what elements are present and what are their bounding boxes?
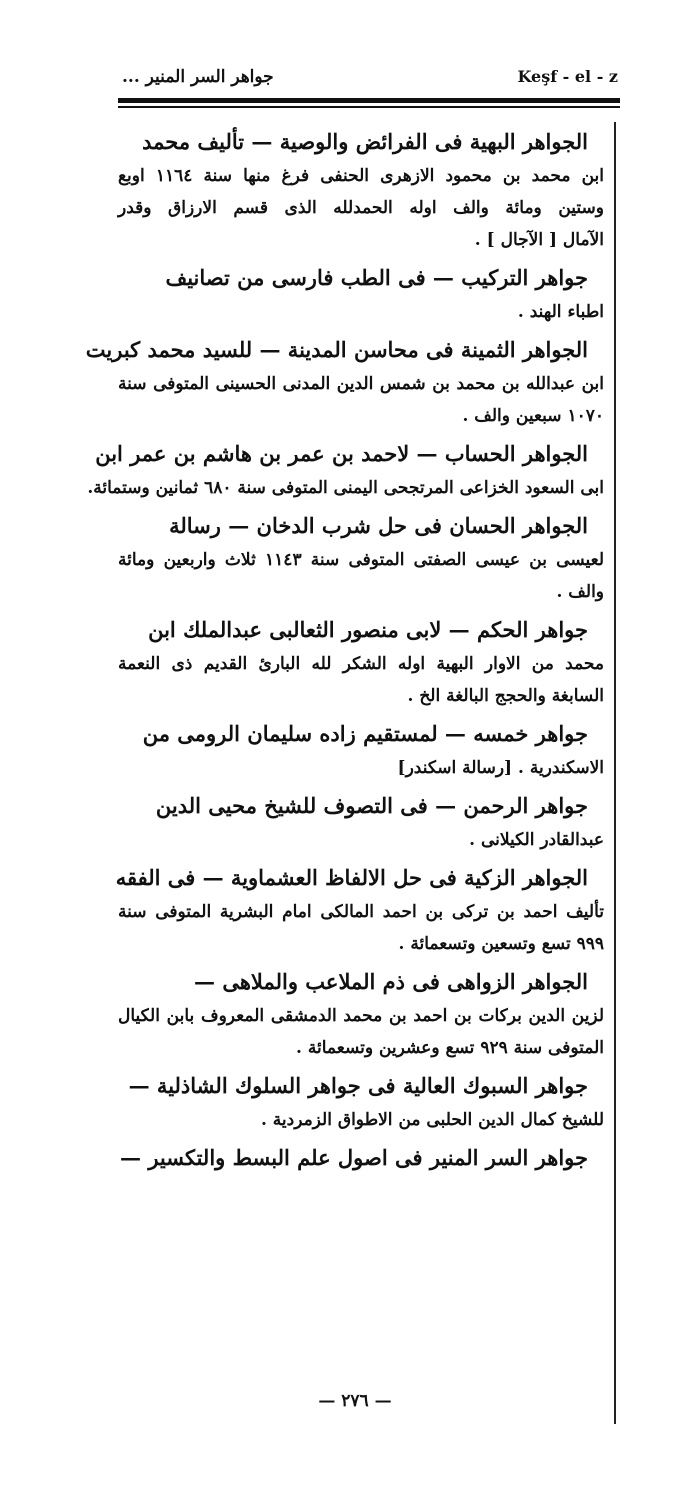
bibliography-entry (118, 124, 604, 256)
entry-text-line: الآمال [ الآجال ] . (474, 230, 604, 250)
entry-text-line: للشيخ كمال الدين الحلبى من الاطواق الزمردية . (260, 1110, 604, 1130)
entry-text-line: ابى السعود الخزاعى المرتجحى اليمنى المتوفى سنة ٦٨٠ ثمانين وستمائة. (87, 478, 604, 498)
bibliography-entry (118, 1068, 604, 1136)
running-header-arabic: جواهر السر المنير ... (122, 67, 274, 87)
entry-text-line: وستين ومائة والف اوله الحمدلله الذى قسم الارزاق وقدر (118, 198, 604, 218)
entry-text-line: ١٠٧٠ سبعين والف . (462, 406, 604, 426)
entry-text-line: السابغة والحجج البالغة الخ . (407, 686, 604, 706)
header-rule-thick (118, 98, 620, 103)
bibliography-entry (115, 860, 604, 960)
bibliography-entry (118, 1140, 604, 1176)
bibliography-entry (118, 508, 604, 608)
header-rule-thin (118, 106, 620, 108)
entry-title-line: جواهر خمسه — لمستقيم زاده سليمان الرومى من (142, 721, 588, 746)
entry-text-line: تأليف احمد بن تركى بن احمد المالكى امام البشرية المتوفى سنة (118, 902, 604, 922)
bibliography-entry (87, 436, 604, 504)
entry-title-line: الجواهر الثمينة فى محاسن المدينة — للسيد محمد كبريت (85, 337, 588, 362)
running-header-latin: Keşf - el - z (517, 67, 618, 86)
entry-title-line: جواهر السبوك العالية فى جواهر السلوك الشاذلية — (128, 1073, 588, 1098)
entry-title-line: جواهر الحكم — لابى منصور الثعالبى عبدالملك ابن (148, 617, 588, 642)
bibliography-entry (118, 260, 604, 328)
entry-text-line: المتوفى سنة ٩٢٩ تسع وعشرين وتسعمائة . (296, 1038, 604, 1058)
bibliography-entry (118, 964, 604, 1064)
entry-title-line: جواهر الرحمن — فى التصوف للشيخ محيى الدين (155, 793, 588, 818)
entry-title-line: الجواهر الزكية فى حل الالفاظ العشماوية — فى الفقه (115, 865, 588, 890)
entry-title-line: جواهر التركيب — فى الطب فارسى من تصانيف (165, 265, 588, 290)
entry-title-line: الجواهر الزواهى فى ذم الملاعب والملاهى — (194, 969, 588, 994)
entry-title-line: الجواهر الحساب — لاحمد بن عمر بن هاشم بن عمر ابن (95, 441, 588, 466)
bibliography-entry (118, 612, 604, 712)
entry-text-line: لزين الدين بركات بن احمد بن محمد الدمشقى المعروف بابن الكيال (118, 1006, 604, 1026)
margin-vertical-rule (614, 122, 616, 1424)
bibliography-entry (118, 788, 604, 856)
entry-text-line: ابن عبدالله بن محمد بن شمس الدين المدنى الحسينى المتوفى سنة (118, 374, 604, 394)
entry-text-line: عبدالقادر الكيلانى . (469, 830, 604, 850)
bibliography-entry (118, 716, 604, 784)
entry-text-line: محمد من الاوار البهية اوله الشكر لله البارئ القديم ذى النعمة (118, 654, 604, 674)
entry-text-line: والف . (556, 582, 604, 602)
entry-title-line: الجواهر البهية فى الفرائض والوصية — تأليف محمد (142, 129, 588, 154)
entries-column (85, 124, 605, 1176)
entry-title-line: الجواهر الحسان فى حل شرب الدخان — رسالة (169, 513, 588, 538)
page-number: — ٢٧٦ — (318, 1391, 392, 1411)
entry-text-line: ٩٩٩ تسع وتسعين وتسعمائة . (398, 934, 604, 954)
entry-text-line: اطباء الهند . (517, 302, 604, 322)
bibliography-entry (85, 332, 604, 432)
entry-title-line: جواهر السر المنير فى اصول علم البسط والتكسير — (120, 1145, 588, 1170)
entry-text-line: لعيسى بن عيسى الصفتى المتوفى سنة ١١٤٣ ثلاث واربعين ومائة (118, 550, 605, 570)
entry-text-line: ابن محمد بن محمود الازهرى الحنفى فرغ منها سنة ١١٦٤ اوبع (118, 166, 604, 186)
entry-text-line: الاسكندرية . [رسالة اسكندر] (397, 758, 604, 778)
